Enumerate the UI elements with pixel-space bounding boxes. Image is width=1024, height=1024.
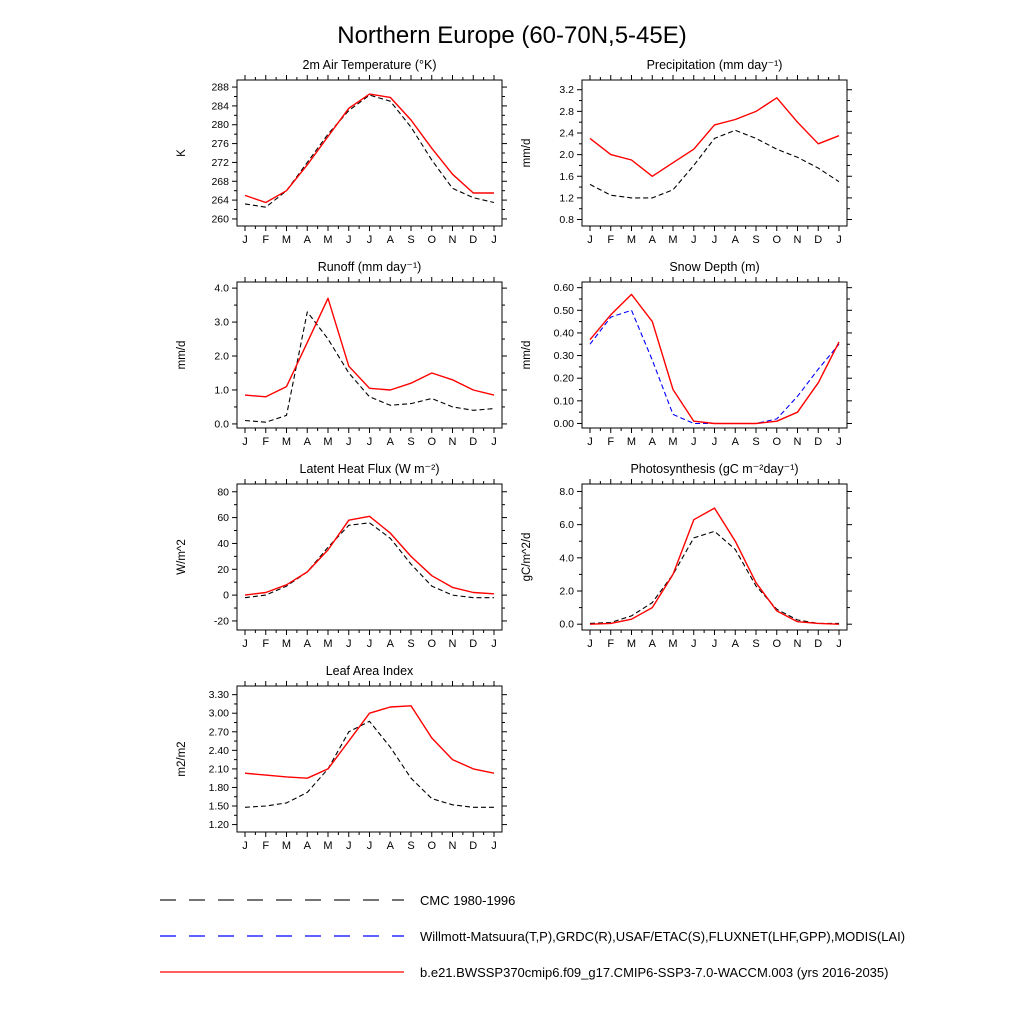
svg-text:1.6: 1.6 <box>559 170 574 183</box>
svg-text:8.0: 8.0 <box>559 485 574 498</box>
svg-text:D: D <box>469 840 478 852</box>
svg-text:Latent Heat Flux (W m⁻²): Latent Heat Flux (W m⁻²) <box>299 462 440 476</box>
svg-text:A: A <box>303 840 311 852</box>
legend-label: CMC 1980-1996 <box>420 892 516 908</box>
svg-text:A: A <box>386 234 394 246</box>
svg-text:J: J <box>366 436 373 448</box>
svg-text:O: O <box>427 436 437 448</box>
svg-text:J: J <box>491 436 497 448</box>
svg-text:N: N <box>793 234 802 246</box>
svg-text:0.8: 0.8 <box>559 214 574 227</box>
svg-text:-20: -20 <box>213 615 229 628</box>
svg-text:1.50: 1.50 <box>208 800 229 813</box>
svg-text:F: F <box>262 436 270 448</box>
svg-text:280: 280 <box>211 119 229 132</box>
svg-text:M: M <box>281 436 292 448</box>
svg-text:3.0: 3.0 <box>214 316 229 329</box>
svg-text:1.2: 1.2 <box>559 192 574 205</box>
legend-line-sample-icon <box>158 929 406 943</box>
svg-text:J: J <box>242 234 248 246</box>
svg-text:J: J <box>587 234 593 246</box>
svg-text:M: M <box>323 638 333 650</box>
svg-text:A: A <box>648 234 656 246</box>
svg-text:mm/d: mm/d <box>521 340 533 370</box>
svg-text:2.0: 2.0 <box>214 350 229 363</box>
svg-text:1.0: 1.0 <box>214 384 229 397</box>
svg-text:K: K <box>176 149 188 157</box>
svg-text:260: 260 <box>211 213 229 226</box>
svg-text:3.30: 3.30 <box>208 689 229 702</box>
svg-text:0.40: 0.40 <box>553 327 574 340</box>
svg-text:N: N <box>448 234 457 246</box>
svg-text:0.20: 0.20 <box>553 372 574 385</box>
svg-text:D: D <box>469 234 478 246</box>
svg-text:J: J <box>346 840 352 852</box>
svg-text:A: A <box>731 436 739 448</box>
svg-text:Snow Depth (m): Snow Depth (m) <box>669 260 760 274</box>
figure-title: Northern Europe (60-70N,5-45E) <box>337 22 687 49</box>
svg-text:J: J <box>242 840 248 852</box>
svg-text:A: A <box>303 234 311 246</box>
chart-svg <box>167 56 512 258</box>
panel-runoff <box>167 258 512 460</box>
svg-text:J: J <box>491 840 497 852</box>
svg-text:N: N <box>448 840 457 852</box>
svg-text:J: J <box>587 436 593 448</box>
svg-text:0.00: 0.00 <box>553 417 574 430</box>
svg-text:J: J <box>711 436 718 448</box>
svg-text:2.4: 2.4 <box>559 127 574 140</box>
svg-text:F: F <box>607 234 615 246</box>
legend-line-sample-icon <box>158 893 406 907</box>
svg-text:J: J <box>366 840 373 852</box>
svg-text:J: J <box>242 638 248 650</box>
panel-latent-heat-flux <box>167 460 512 662</box>
svg-text:D: D <box>814 234 823 246</box>
svg-text:2.70: 2.70 <box>208 726 229 739</box>
svg-text:A: A <box>648 638 656 650</box>
svg-text:M: M <box>281 234 292 246</box>
panel-leaf-area-index <box>167 662 512 864</box>
svg-text:M: M <box>323 234 333 246</box>
svg-text:J: J <box>491 638 497 650</box>
svg-text:M: M <box>323 840 333 852</box>
svg-text:M: M <box>626 638 637 650</box>
svg-text:2.0: 2.0 <box>559 585 574 598</box>
svg-text:J: J <box>836 638 842 650</box>
svg-text:S: S <box>407 840 415 852</box>
svg-text:1.80: 1.80 <box>208 781 229 794</box>
legend-item <box>158 954 1024 990</box>
svg-text:A: A <box>731 638 739 650</box>
svg-text:D: D <box>469 638 478 650</box>
svg-text:J: J <box>691 436 697 448</box>
panel-2m-air-temperature <box>167 56 512 258</box>
svg-text:60: 60 <box>217 512 229 525</box>
svg-text:40: 40 <box>217 537 229 550</box>
svg-text:A: A <box>303 436 311 448</box>
chart-svg <box>167 460 512 662</box>
svg-text:S: S <box>407 234 415 246</box>
legend-label: b.e21.BWSSP370cmip6.f09_g17.CMIP6-SSP3-7.0-WACCM.003 (yrs 2016-2035) <box>420 964 889 980</box>
svg-text:J: J <box>691 638 697 650</box>
svg-text:N: N <box>448 436 457 448</box>
svg-text:0.0: 0.0 <box>214 418 229 431</box>
svg-text:Precipitation (mm day⁻¹): Precipitation (mm day⁻¹) <box>646 58 783 72</box>
panel-photosynthesis <box>512 460 857 662</box>
svg-text:276: 276 <box>211 138 229 151</box>
svg-text:0: 0 <box>223 589 229 602</box>
svg-text:A: A <box>731 234 739 246</box>
svg-text:288: 288 <box>211 81 229 94</box>
svg-text:2.0: 2.0 <box>559 149 574 162</box>
svg-text:F: F <box>262 638 270 650</box>
svg-text:A: A <box>386 436 394 448</box>
svg-text:F: F <box>607 638 615 650</box>
legend-item <box>158 918 1024 954</box>
svg-text:M: M <box>668 234 678 246</box>
svg-text:M: M <box>281 638 292 650</box>
svg-text:mm/d: mm/d <box>521 138 533 168</box>
svg-text:0.50: 0.50 <box>553 304 574 317</box>
svg-text:N: N <box>793 638 802 650</box>
panel-precipitation <box>512 56 857 258</box>
svg-text:A: A <box>386 840 394 852</box>
svg-text:O: O <box>427 234 437 246</box>
svg-text:F: F <box>262 840 270 852</box>
svg-text:F: F <box>262 234 270 246</box>
svg-text:O: O <box>427 840 437 852</box>
svg-text:M: M <box>323 436 333 448</box>
svg-text:A: A <box>386 638 394 650</box>
svg-text:272: 272 <box>211 156 229 169</box>
svg-text:1.20: 1.20 <box>208 819 229 832</box>
svg-text:J: J <box>346 436 352 448</box>
chart-svg <box>167 258 512 460</box>
svg-text:N: N <box>448 638 457 650</box>
svg-text:2.10: 2.10 <box>208 763 229 776</box>
svg-text:Photosynthesis (gC m⁻²day⁻¹): Photosynthesis (gC m⁻²day⁻¹) <box>630 462 799 476</box>
svg-text:M: M <box>626 436 637 448</box>
svg-text:3.00: 3.00 <box>208 707 229 720</box>
svg-text:S: S <box>407 436 415 448</box>
svg-text:M: M <box>281 840 292 852</box>
svg-text:0.30: 0.30 <box>553 350 574 363</box>
svg-text:3.2: 3.2 <box>559 84 574 97</box>
svg-text:W/m^2: W/m^2 <box>176 539 188 575</box>
svg-text:J: J <box>587 638 593 650</box>
svg-text:J: J <box>366 234 373 246</box>
svg-text:D: D <box>469 436 478 448</box>
svg-text:J: J <box>242 436 248 448</box>
svg-text:S: S <box>407 638 415 650</box>
svg-text:Runoff (mm day⁻¹): Runoff (mm day⁻¹) <box>317 260 422 274</box>
svg-text:284: 284 <box>211 100 229 113</box>
svg-text:M: M <box>626 234 637 246</box>
svg-text:O: O <box>772 436 782 448</box>
svg-text:A: A <box>648 436 656 448</box>
svg-text:J: J <box>836 436 842 448</box>
chart-svg <box>512 56 857 258</box>
svg-text:J: J <box>346 638 352 650</box>
svg-text:2m Air Temperature (°K): 2m Air Temperature (°K) <box>302 58 437 72</box>
svg-text:80: 80 <box>217 486 229 499</box>
svg-text:J: J <box>366 638 373 650</box>
legend <box>158 882 1024 990</box>
svg-text:gC/m^2/d: gC/m^2/d <box>521 532 533 582</box>
svg-text:M: M <box>668 436 678 448</box>
svg-text:0.60: 0.60 <box>553 282 574 295</box>
svg-text:S: S <box>752 436 760 448</box>
svg-text:2.40: 2.40 <box>208 744 229 757</box>
panels-grid <box>0 56 1024 864</box>
svg-text:S: S <box>752 234 760 246</box>
svg-text:O: O <box>772 234 782 246</box>
chart-svg <box>167 662 512 864</box>
svg-text:J: J <box>691 234 697 246</box>
svg-text:2.8: 2.8 <box>559 105 574 118</box>
svg-text:J: J <box>346 234 352 246</box>
legend-label: Willmott-Matsuura(T,P),GRDC(R),USAF/ETAC(S),FLUXNET(LHF,GPP),MODIS(LAI) <box>420 928 906 944</box>
svg-text:20: 20 <box>217 563 229 576</box>
svg-text:Leaf Area Index: Leaf Area Index <box>325 664 414 678</box>
svg-text:D: D <box>814 436 823 448</box>
svg-text:D: D <box>814 638 823 650</box>
svg-text:J: J <box>711 638 718 650</box>
svg-text:4.0: 4.0 <box>214 282 229 295</box>
legend-item <box>158 882 1024 918</box>
svg-text:268: 268 <box>211 175 229 188</box>
svg-text:O: O <box>772 638 782 650</box>
svg-text:6.0: 6.0 <box>559 519 574 532</box>
svg-text:264: 264 <box>211 194 229 207</box>
svg-text:4.0: 4.0 <box>559 552 574 565</box>
legend-line-sample-icon <box>158 965 406 979</box>
svg-text:m2/m2: m2/m2 <box>176 741 188 777</box>
svg-text:J: J <box>711 234 718 246</box>
chart-svg <box>512 460 857 662</box>
panel-snow-depth <box>512 258 857 460</box>
svg-text:0.0: 0.0 <box>559 618 574 631</box>
svg-text:S: S <box>752 638 760 650</box>
chart-svg <box>512 258 857 460</box>
svg-text:mm/d: mm/d <box>176 340 188 370</box>
svg-text:A: A <box>303 638 311 650</box>
svg-text:M: M <box>668 638 678 650</box>
svg-text:N: N <box>793 436 802 448</box>
svg-text:0.10: 0.10 <box>553 395 574 408</box>
svg-text:F: F <box>607 436 615 448</box>
svg-text:J: J <box>836 234 842 246</box>
svg-text:O: O <box>427 638 437 650</box>
svg-text:J: J <box>491 234 497 246</box>
